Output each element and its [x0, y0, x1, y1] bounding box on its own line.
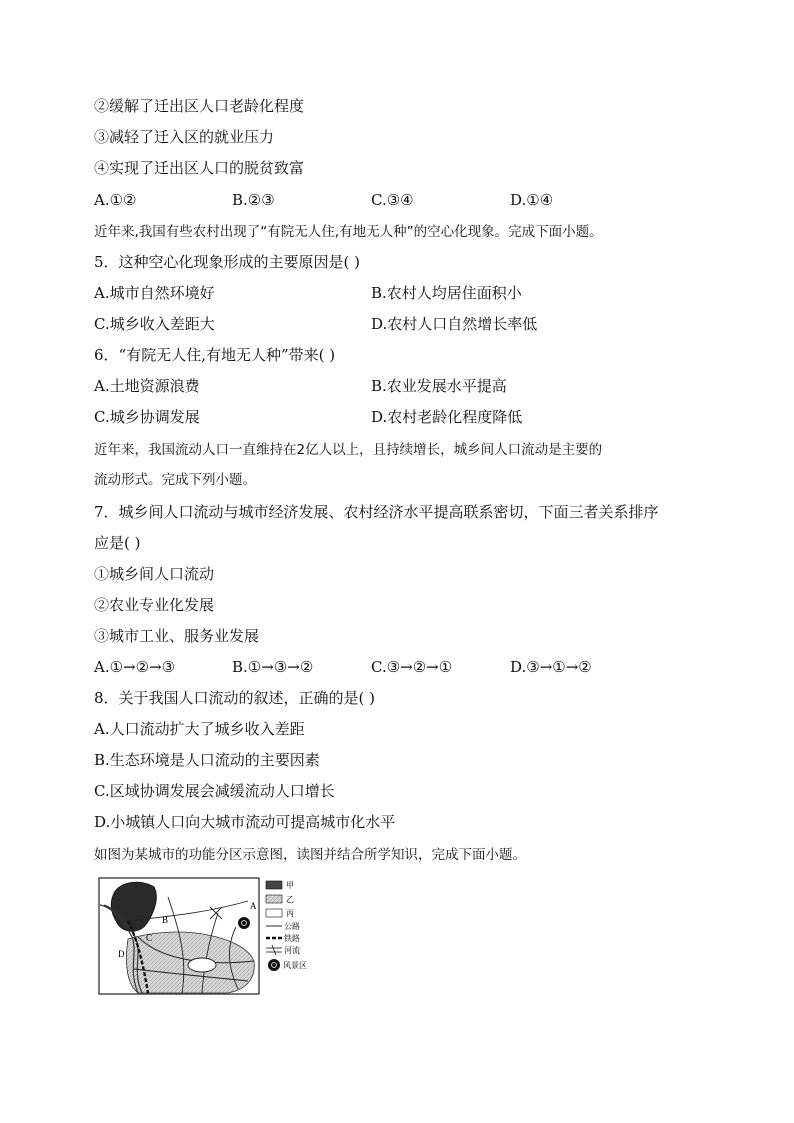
- intro-text-2a: 近年来，我国流动人口一直维持在2亿人以上，且持续增长，城乡间人口流动是主要的: [94, 442, 603, 458]
- option-line-4: ④实现了迁出区人口的脱贫致富: [94, 159, 305, 177]
- q8-option-c: C.区域协调发展会减缓流动人口增长: [94, 782, 335, 800]
- q6-option-c: C.城乡协调发展: [94, 408, 200, 426]
- q8-option-d: D.小城镇人口向大城市流动可提高城市化水平: [94, 813, 396, 831]
- scenic-spot-icon: [238, 917, 250, 929]
- q7-item-3: ③城市工业、服务业发展: [94, 627, 260, 645]
- q7-option-b: B.①→③→②: [232, 658, 314, 676]
- option-line-3: ③减轻了迁入区的就业压力: [94, 128, 275, 146]
- q4-option-d: D.①④: [510, 191, 554, 209]
- q7-option-c: C.③→②→①: [371, 658, 453, 676]
- legend-scenic-icon: [268, 959, 280, 971]
- q5-option-a: A.城市自然环境好: [94, 284, 215, 302]
- legend-yi-swatch: [266, 895, 282, 903]
- legend-river-line: [266, 945, 282, 955]
- legend-bing-swatch: [266, 909, 282, 917]
- q5-option-b: B.农村人均居住面积小: [371, 284, 522, 302]
- intro-text-1: 近年来,我国有些农村出现了“有院无人住,有地无人种”的空心化现象。完成下面小题。: [94, 224, 603, 240]
- legend-jia-swatch: [266, 881, 282, 889]
- q8-option-a: A.人口流动扩大了城乡收入差距: [94, 720, 305, 738]
- q6-option-a: A.土地资源浪费: [94, 377, 200, 395]
- q7-item-2: ②农业专业化发展: [94, 596, 215, 614]
- question-7-line-2: 应是( ): [94, 534, 141, 552]
- legend-bing: 丙: [286, 909, 294, 918]
- map-label-a: A: [250, 901, 257, 911]
- q4-option-a: A.①②: [94, 191, 137, 209]
- legend-river: 河流: [284, 946, 300, 955]
- ring-road: [188, 958, 216, 972]
- intro-text-2b: 流动形式。完成下列小题。: [94, 472, 256, 488]
- q5-option-d: D.农村人口自然增长率低: [371, 315, 538, 333]
- map-legend: [266, 881, 307, 971]
- q7-option-a: A.①→②→③: [94, 658, 176, 676]
- q5-option-c: C.城乡收入差距大: [94, 315, 215, 333]
- legend-scenic: 风景区: [283, 961, 307, 970]
- legend-road: 公路: [284, 922, 300, 931]
- legend-rail: 铁路: [284, 934, 300, 943]
- q6-option-d: D.农村老龄化程度降低: [371, 408, 523, 426]
- q7-item-1: ①城乡间人口流动: [94, 565, 215, 583]
- q4-option-c: C.③④: [371, 191, 414, 209]
- map-label-d: D: [118, 949, 125, 959]
- q4-option-b: B.②③: [232, 191, 275, 209]
- map-label-b: B: [162, 915, 169, 925]
- map-label-c: C: [146, 933, 153, 943]
- question-7-line-1: 7．城乡间人口流动与城市经济发展、农村经济水平提高联系密切，下面三者关系排序: [94, 503, 659, 521]
- option-line-2: ②缓解了迁出区人口老龄化程度: [94, 97, 305, 115]
- question-5: 5．这种空心化现象形成的主要原因是( ): [94, 253, 361, 271]
- legend-jia: 甲: [286, 881, 294, 890]
- question-8: 8．关于我国人口流动的叙述，正确的是( ): [94, 689, 376, 707]
- question-6: 6．“有院无人住,有地无人种”带来( ): [94, 346, 336, 364]
- q6-option-b: B.农业发展水平提高: [371, 377, 507, 395]
- city-function-map: [98, 877, 326, 995]
- q8-option-b: B.生态环境是人口流动的主要因素: [94, 751, 320, 769]
- legend-yi: 乙: [286, 895, 294, 904]
- intro-text-3: 如图为某城市的功能分区示意图，读图并结合所学知识，完成下面小题。: [94, 847, 526, 863]
- q7-option-d: D.③→①→②: [510, 658, 592, 676]
